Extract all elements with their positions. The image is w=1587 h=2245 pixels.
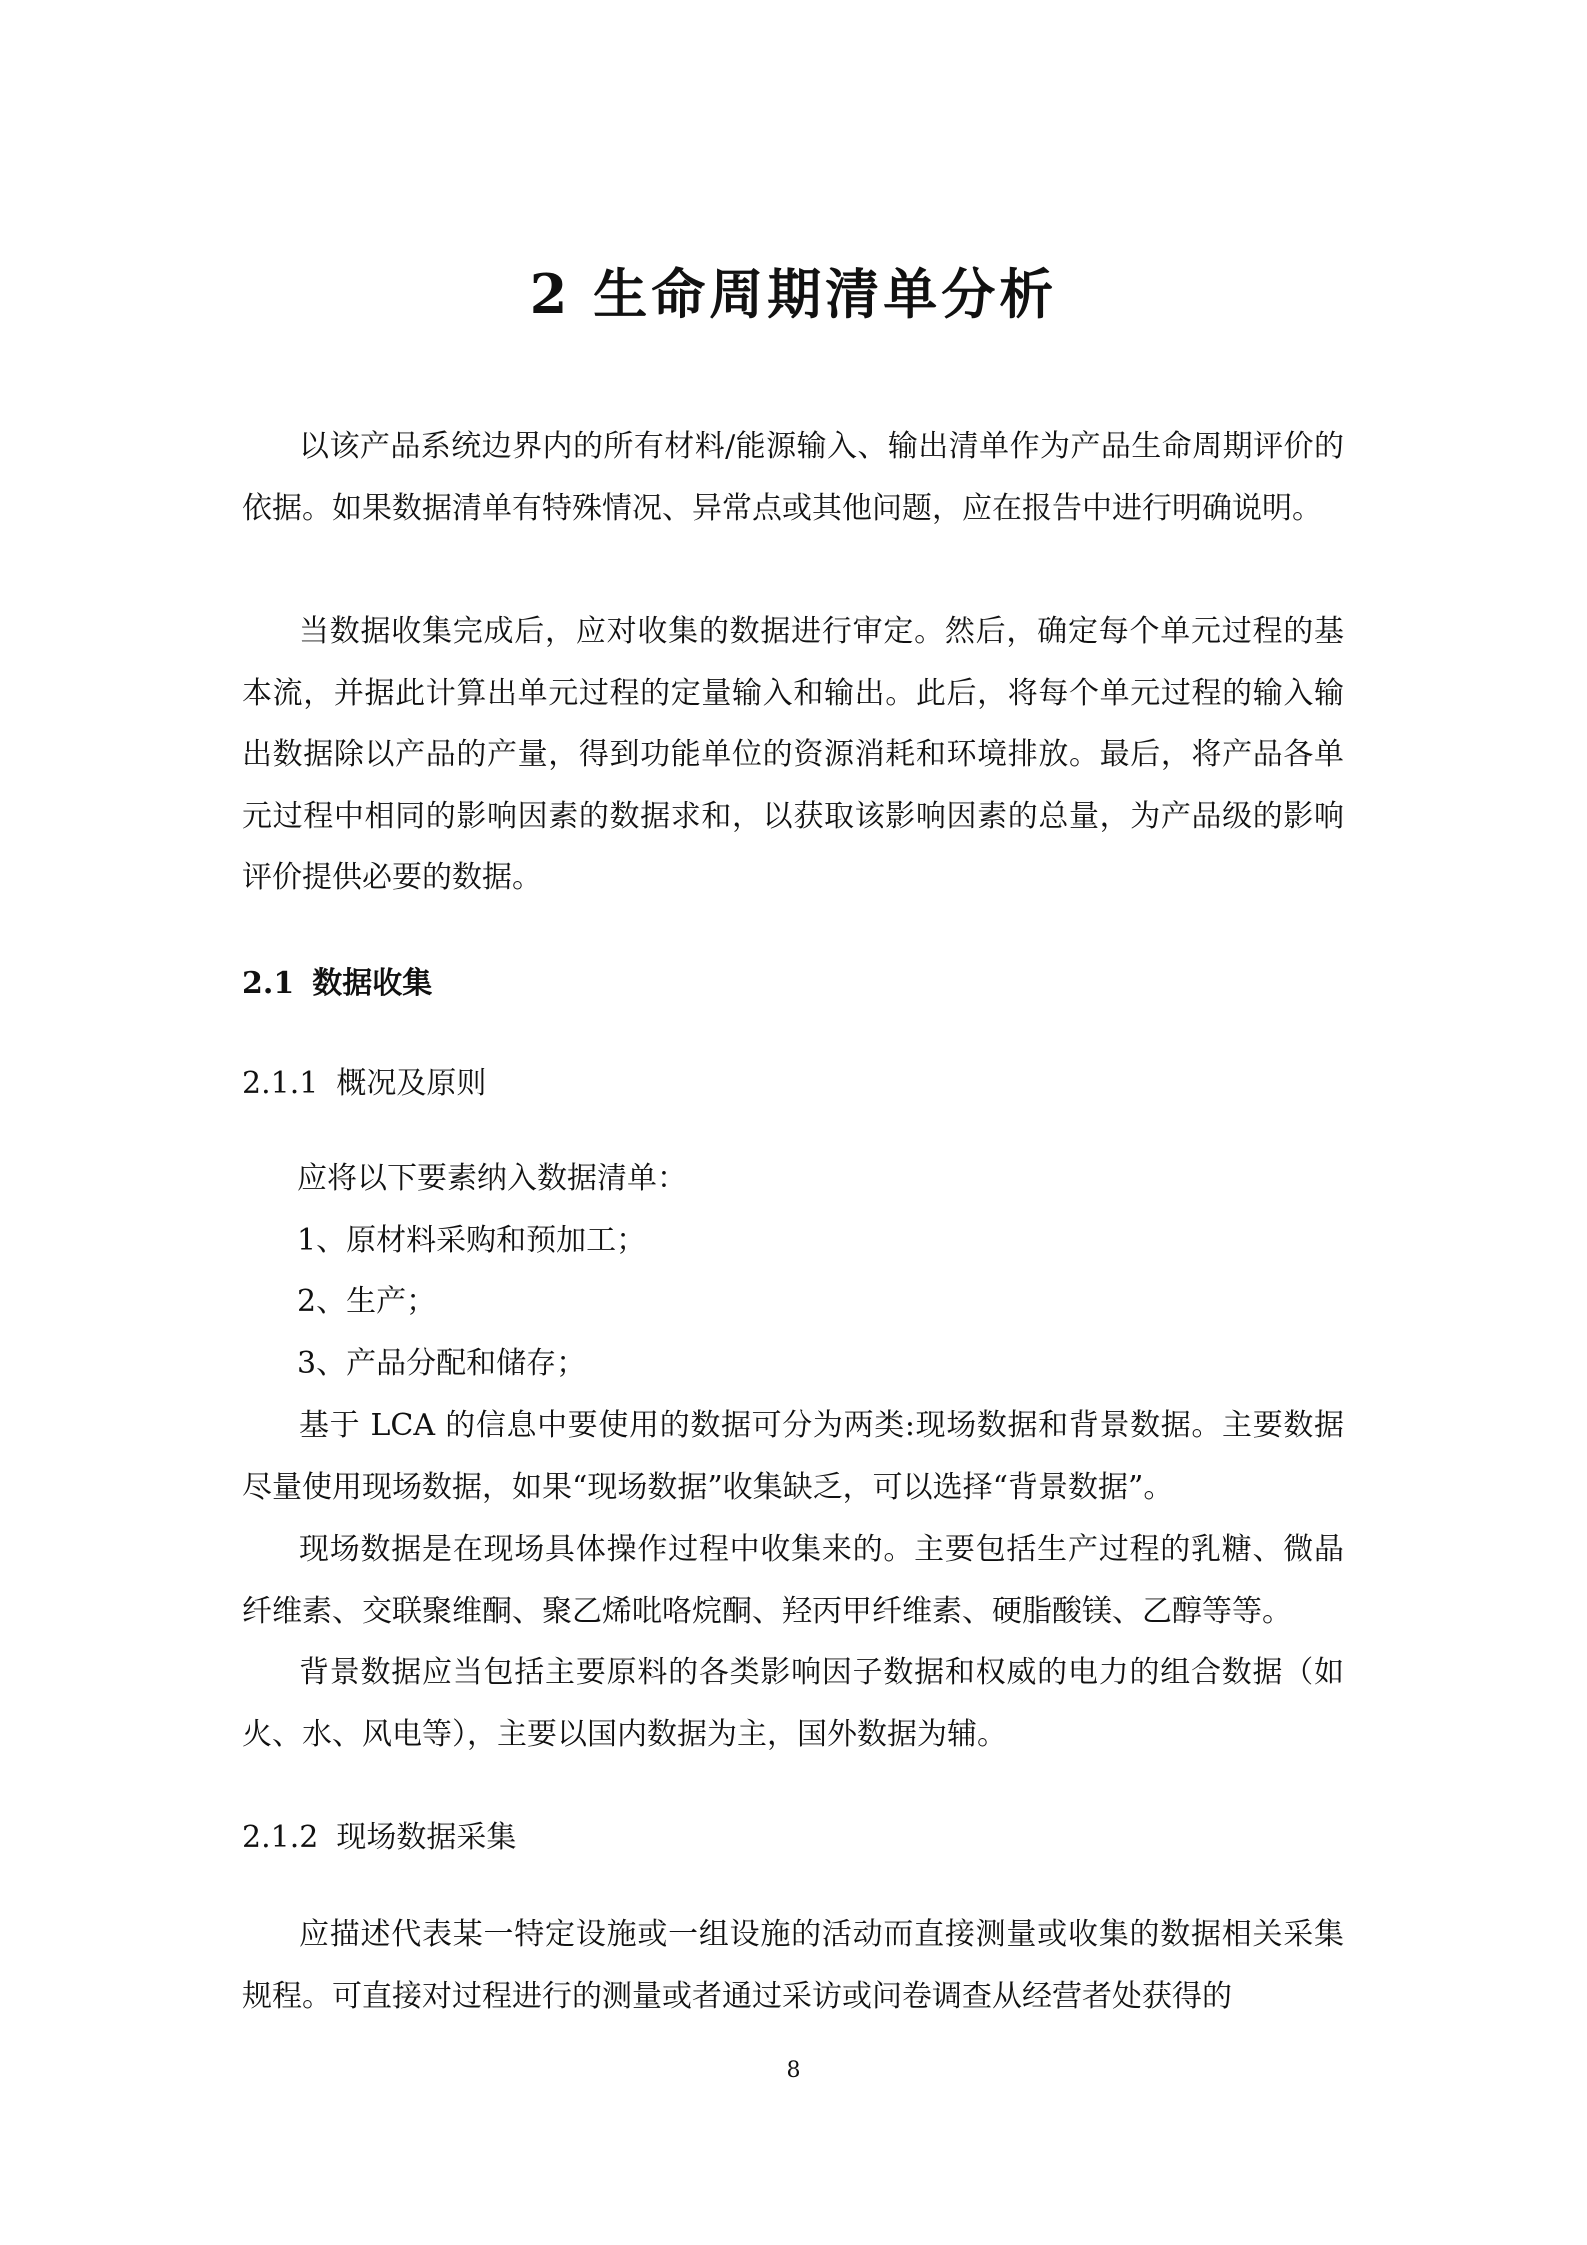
field-collection-paragraph: 应描述代表某一特定设施或一组设施的活动而直接测量或收集的数据相关采集规程。可直接对过程进行的测量或者通过采访或问卷调查从经营者处获得的 [242,1917,1344,2014]
page-number: 8 [786,2058,801,2083]
section-heading-2-1-2 [242,1812,516,1856]
list-item: 2、生产； [297,1284,437,1319]
intro-paragraph-1: 以该产品系统边界内的所有材料/能源输入、输出清单作为产品生命周期评价的依据。如果数据清单有特殊情况、异常点或其他问题，应在报告中进行明确说明。 [242,429,1344,526]
background-data-paragraph: 背景数据应当包括主要原料的各类影响因子数据和权威的电力的组合数据（如火、水、风电等），主要以国内数据为主，国外数据为辅。 [242,1655,1344,1752]
list-lead: 应将以下要素纳入数据清单： [297,1161,687,1196]
chapter-title [0,252,1587,329]
chapter-number: 2 [529,262,572,326]
list-item: 1、原材料采购和预加工； [297,1223,647,1258]
section-title: 数据收集 [312,966,433,1001]
section-heading-2-1 [242,958,432,1002]
intro-paragraph-2: 当数据收集完成后，应对收集的数据进行审定。然后，确定每个单元过程的基本流，并据此计算出单元过程的定量输入和输出。此后，将每个单元过程的输入输出数据除以产品的产量，得到功能单位的资源消耗和环境排放。最后，将产品各单元过程中相同的影响因素的数据求和，以获取该影响因素的总量，为产品级的影响评价提供必要的数据。 [242,614,1344,895]
subsection-number: 2.1.2 [242,1820,319,1855]
subsection-title: 现场数据采集 [336,1820,517,1855]
list-item: 3、产品分配和储存； [297,1346,587,1381]
subsection-title: 概况及原则 [336,1066,487,1101]
section-number: 2.1 [242,966,295,1001]
chapter-title-text: 生命周期清单分析 [593,262,1058,326]
data-types-paragraph: 基于 LCA 的信息中要使用的数据可分为两类:现场数据和背景数据。主要数据尽量使用现场数据，如果“现场数据”收集缺乏，可以选择“背景数据”。 [242,1408,1344,1505]
subsection-number: 2.1.1 [242,1066,319,1101]
field-data-paragraph: 现场数据是在现场具体操作过程中收集来的。主要包括生产过程的乳糖、微晶纤维素、交联聚维酮、聚乙烯吡咯烷酮、羟丙甲纤维素、硬脂酸镁、乙醇等等。 [242,1532,1344,1629]
section-heading-2-1-1 [242,1058,486,1102]
